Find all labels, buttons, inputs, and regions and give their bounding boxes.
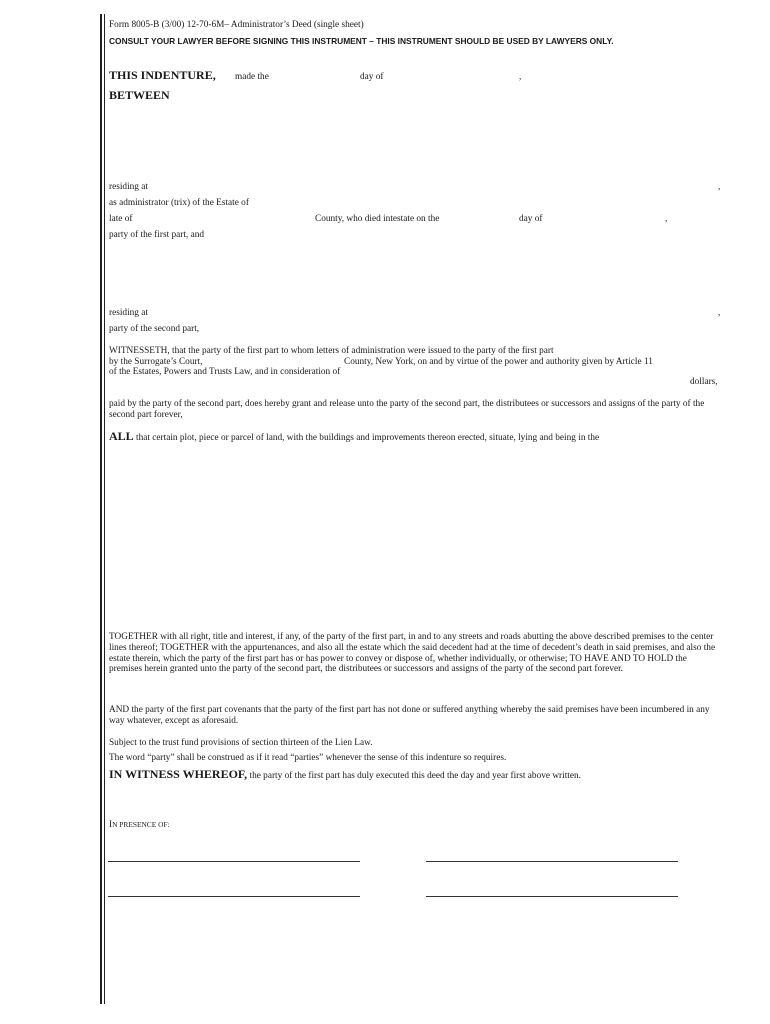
- administrator-label: as administrator (trix) of the Estate of: [109, 198, 249, 208]
- presence-rest: N PRESENCE OF:: [112, 820, 170, 829]
- comma: ,: [718, 308, 721, 318]
- comma: ,: [718, 182, 721, 192]
- in-witness-clause: [109, 769, 581, 782]
- residing-at-label: residing at: [109, 182, 148, 192]
- all-heading: ALL: [109, 429, 134, 443]
- lawyer-warning: CONSULT YOUR LAWYER BEFORE SIGNING THIS INSTRUMENT – THIS INSTRUMENT SHOULD BE USED BY LAWYERS ONLY.: [109, 36, 614, 46]
- county-died-label: County, who died intestate on the: [315, 214, 440, 224]
- left-margin-rule: [100, 14, 102, 1004]
- grant-paragraph: paid by the party of the second part, does hereby grant and release unto the party of the second part, the distributees or successors and assigns of the party of the second part forever,: [109, 399, 705, 420]
- together-paragraph: TOGETHER with all right, title and interest, if any, of the party of the first part, in and to any streets and roads abutting the above described premises to the center lines thereof; TOGETHER with the appurtenances, and also all the estate which the said decedent had at the time of decedent’s death in said premises, and also the estate therein, which the party of the first part has or has power to convey or dispose of, whether individually, or otherwise; TO HAVE AND TO HOLD the premises herein granted unto the party of the second part, the distributees or successors and assigns of the party of the second part forever.: [109, 632, 716, 675]
- party-word-paragraph: The word “party” shall be construed as if it read “parties” whenever the sense of this indenture so requires.: [109, 753, 507, 763]
- all-text: that certain plot, piece or parcel of land, with the buildings and improvements thereon erected, situate, lying and being in the: [136, 433, 600, 443]
- form-identifier: Form 8005-B (3/00) 12-70-6M– Administrator’s Deed (single sheet): [109, 20, 364, 30]
- witness-signature-line-1[interactable]: [108, 861, 360, 862]
- dollars-label: dollars,: [690, 377, 718, 387]
- covenant-paragraph: AND the party of the first part covenants that the party of the first part has not done or suffered anything whereby the said premises have been incumbered in any way whatever, except as aforesaid.: [109, 705, 710, 726]
- witnesseth-line-3: of the Estates, Powers and Trusts Law, and in consideration of: [109, 367, 341, 377]
- witnesseth-line-2a: by the Surrogate’s Court,: [109, 357, 203, 367]
- witnesseth-line-1: WITNESSETH, that the party of the first part to whom letters of administration were issued to the party of the first part: [109, 346, 554, 356]
- witnesseth-line-2b: County, New York, on and by virtue of the power and authority given by Article 11: [344, 357, 653, 367]
- presence-cap: I: [109, 820, 113, 830]
- in-presence-of-label: [109, 820, 170, 831]
- day-of-label: day of: [360, 72, 384, 82]
- second-party-label: party of the second part,: [109, 324, 200, 334]
- all-clause: [109, 431, 599, 444]
- comma: ,: [665, 214, 668, 224]
- grantor-signature-line-1[interactable]: [426, 861, 678, 862]
- left-margin-rule-inner: [104, 14, 105, 1004]
- lien-law-paragraph: Subject to the trust fund provisions of section thirteen of the Lien Law.: [109, 738, 373, 748]
- residing-at-label: residing at: [109, 308, 148, 318]
- made-the-label: made the: [235, 72, 269, 82]
- in-witness-text: the party of the first part has duly executed this deed the day and year first above written.: [249, 771, 581, 781]
- late-of-label: late of: [109, 214, 133, 224]
- first-party-label: party of the first part, and: [109, 230, 205, 240]
- between-heading: BETWEEN: [109, 88, 170, 102]
- grantor-signature-line-2[interactable]: [426, 896, 678, 897]
- in-witness-heading: IN WITNESS WHEREOF,: [109, 767, 248, 781]
- witness-signature-line-2[interactable]: [108, 896, 360, 897]
- indenture-heading: THIS INDENTURE,: [109, 68, 216, 82]
- day-of-label: day of: [519, 214, 543, 224]
- comma: ,: [519, 72, 522, 82]
